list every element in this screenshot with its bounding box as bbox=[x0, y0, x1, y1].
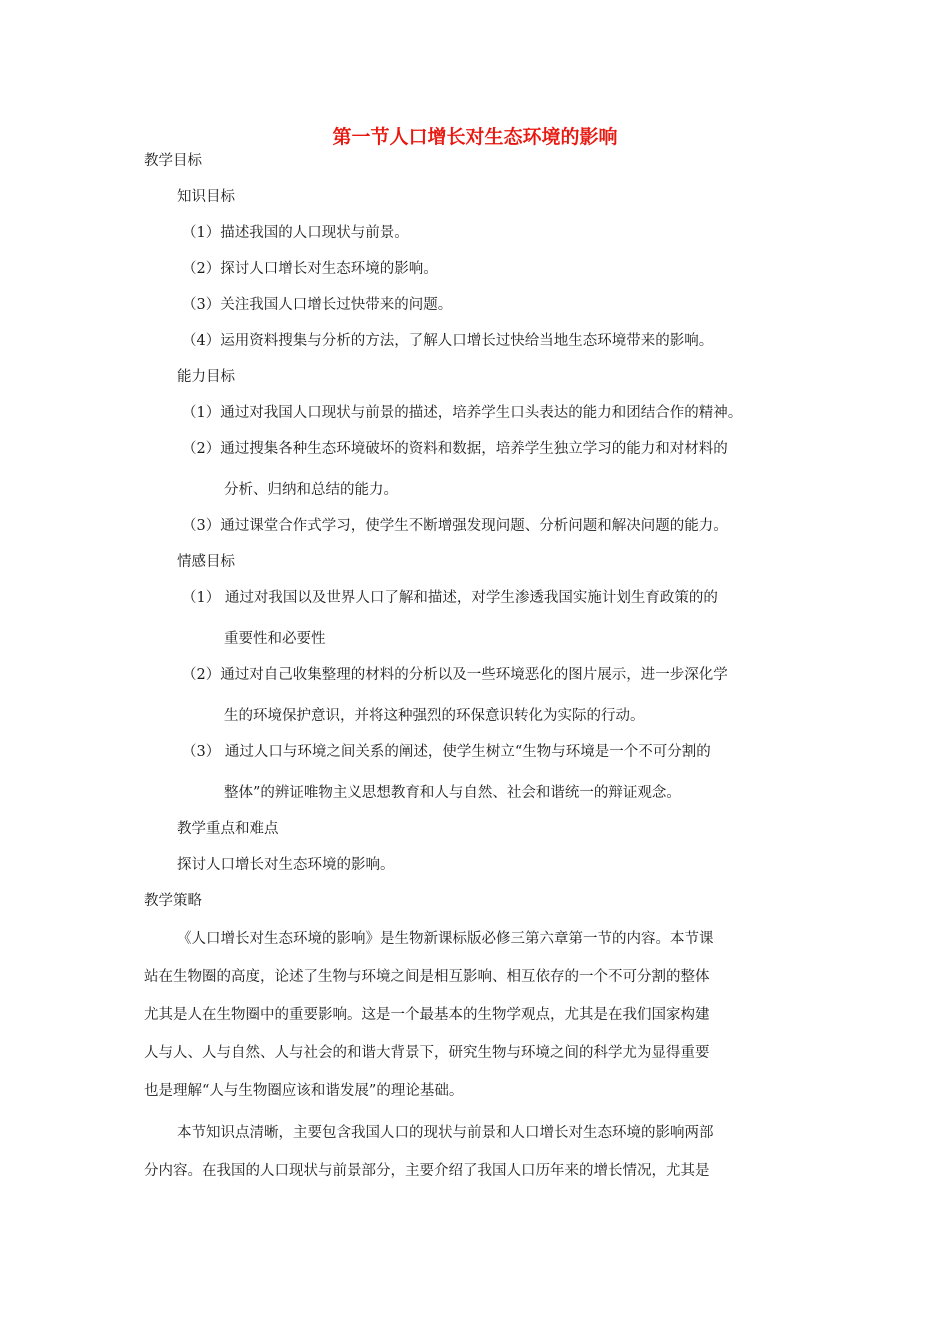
heading-knowledge-goals: 知识目标 bbox=[177, 189, 235, 205]
heading-teaching-goals: 教学目标 bbox=[144, 153, 202, 169]
heading-ability-goals: 能力目标 bbox=[177, 369, 235, 385]
ability-item: （2）通过搜集各种生态环境破坏的资料和数据，培养学生独立学习的能力和对材料的 bbox=[182, 441, 728, 457]
strategy-paragraph-line: 人与人、人与自然、人与社会的和谐大背景下，研究生物与环境之间的科学尤为显得重要 bbox=[144, 1045, 710, 1061]
knowledge-item: （2）探讨人口增长对生态环境的影响。 bbox=[182, 261, 438, 277]
ability-item-continued: 分析、归纳和总结的能力。 bbox=[224, 482, 398, 498]
emotion-item: （2）通过对自己收集整理的材料的分析以及一些环境恶化的图片展示，进一步深化学 bbox=[182, 667, 728, 683]
strategy-paragraph-line: 也是理解“人与生物圈应该和谐发展”的理论基础。 bbox=[144, 1083, 464, 1099]
knowledge-item: （4）运用资料搜集与分析的方法，了解人口增长过快给当地生态环境带来的影响。 bbox=[182, 333, 714, 349]
emotion-item: （3） 通过人口与环境之间关系的阐述，使学生树立“生物与环境是一个不可分割的 bbox=[182, 744, 711, 760]
strategy-paragraph-line: 本节知识点清晰，主要包含我国人口的现状与前景和人口增长对生态环境的影响两部 bbox=[177, 1125, 714, 1141]
emotion-item: （1） 通过对我国以及世界人口了解和描述，对学生渗透我国实施计划生育政策的的 bbox=[182, 590, 718, 606]
document-title: 第一节人口增长对生态环境的影响 bbox=[332, 126, 618, 148]
knowledge-item: （3）关注我国人口增长过快带来的问题。 bbox=[182, 297, 453, 313]
emotion-item-continued: 生的环境保护意识，并将这种强烈的环保意识转化为实际的行动。 bbox=[224, 708, 645, 724]
knowledge-item: （1）描述我国的人口现状与前景。 bbox=[182, 225, 409, 241]
strategy-paragraph-line: 尤其是人在生物圈中的重要影响。这是一个最基本的生物学观点，尤其是在我们国家构建 bbox=[144, 1007, 710, 1023]
heading-key-points: 教学重点和难点 bbox=[177, 821, 279, 837]
ability-item: （1）通过对我国人口现状与前景的描述，培养学生口头表达的能力和团结合作的精神。 bbox=[182, 405, 743, 421]
emotion-item-continued: 重要性和必要性 bbox=[224, 631, 326, 647]
heading-teaching-strategy: 教学策略 bbox=[144, 893, 202, 909]
key-points-text: 探讨人口增长对生态环境的影响。 bbox=[177, 857, 395, 873]
strategy-paragraph-line: 《人口增长对生态环境的影响》是生物新课标版必修三第六章第一节的内容。本节课 bbox=[177, 931, 714, 947]
strategy-paragraph-line: 站在生物圈的高度，论述了生物与环境之间是相互影响、相互依存的一个不可分割的整体 bbox=[144, 969, 710, 985]
strategy-paragraph-line: 分内容。在我国的人口现状与前景部分，主要介绍了我国人口历年来的增长情况，尤其是 bbox=[144, 1163, 710, 1179]
emotion-item-continued: 整体”的辨证唯物主义思想教育和人与自然、社会和谐统一的辩证观念。 bbox=[224, 785, 681, 801]
heading-emotion-goals: 情感目标 bbox=[177, 554, 235, 570]
ability-item: （3）通过课堂合作式学习，使学生不断增强发现问题、分析问题和解决问题的能力。 bbox=[182, 518, 728, 534]
